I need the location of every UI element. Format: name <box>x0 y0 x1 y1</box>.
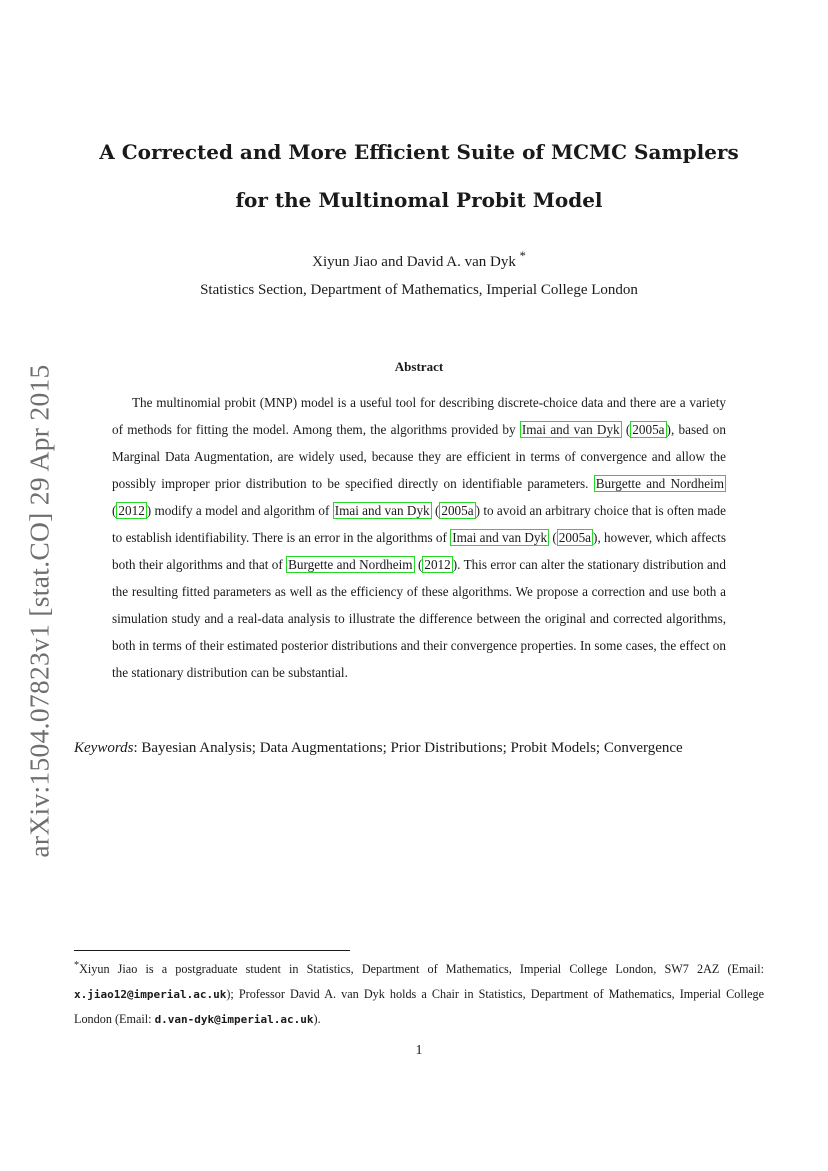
footnote <box>74 953 764 1032</box>
affiliation: Statistics Section, Department of Mathematics, Imperial College London <box>200 282 638 298</box>
keywords <box>74 740 764 757</box>
citation-year-link[interactable]: 2012 <box>118 503 145 518</box>
abstract-text: . This error can alter the stationary distribution and the resulting fitted parameters as well as the efficiency of these algorithms. We propose a correction and use both a simulation study and a real-data analysis to illustrate the difference between the original and corrected algorithms, both in terms of their estimated posterior distributions and their convergence properties. In some cases, the effect on the stationary distribution can be substantial. <box>112 557 726 680</box>
citation-link[interactable]: Burgette and Nordheim <box>288 557 413 572</box>
author-names: Xiyun Jiao and David A. van Dyk <box>312 254 520 270</box>
citation-year-link[interactable]: 2012 <box>424 557 451 572</box>
citation-link[interactable]: Imai and van Dyk <box>452 530 548 545</box>
citation-link[interactable]: Imai and van Dyk <box>334 503 430 518</box>
footnote-mark: * <box>74 960 80 971</box>
abstract-text: to avoid an arbitrary choice that is often made to establish identifiability. There is an error in the algorithms of <box>112 503 726 545</box>
footnote-divider <box>74 950 350 951</box>
abstract-text: modify a model and algorithm of <box>151 503 333 518</box>
citation-link[interactable]: Burgette and Nordheim <box>595 476 725 491</box>
footnote-text: Xiyun Jiao is a postgraduate student in Statistics, Department of Mathematics, Imperial College London, SW7 2AZ (Email: <box>79 962 764 977</box>
paper-title-line-2: for the Multinomal Probit Model <box>235 188 603 212</box>
keywords-list: : Bayesian Analysis; Data Augmentations; Prior Distributions; Probit Models; Convergence <box>133 740 683 756</box>
email-link[interactable]: x.jiao12@imperial.ac.uk <box>74 988 227 1002</box>
abstract-text: , based on Marginal Data Augmentation, are widely used, because they are efficient in terms of convergence and allow the possibly improper prior distribution to be specified directly on identifiable parameters. <box>112 422 726 491</box>
abstract-heading: Abstract <box>394 359 444 374</box>
author-footnote-mark[interactable]: * <box>519 249 526 263</box>
footnote-text: ); Professor David A. van Dyk holds a Chair in Statistics, Department of Mathematics, Imperial College London (Email: <box>74 987 764 1027</box>
citation-year-link[interactable]: 2005a <box>558 530 592 545</box>
paper-title-line-1: A Corrected and More Efficient Suite of MCMC Samplers <box>99 140 739 164</box>
citation-year-link[interactable]: 2005a <box>441 503 474 518</box>
page-number: 1 <box>415 1043 423 1058</box>
abstract-body: The multinomial probit (MNP) model is a useful tool for describing discrete-choice data and there are a variety of methods for fitting the model. Among them, the algorithms provided by Imai and van Dyk ( 2005a ), based on Marginal Data Augmentation, are widely used, because they are efficient in terms of convergence and allow the possibly improper prior distribution to be specified directly on identifiable parameters. Burgette and Nordheim ( 2012 ) modify a model and algorithm of Imai and van Dyk ( 2005a ) to avoid an arbitrary choice that is often made to establish identifiability. There is an error in the algorithms of Imai and van Dyk ( 2005a ), however, which affects both their algorithms and that of Burgette and Nordheim ( 2012 ). This error can alter the stationary distribution and the resulting fitted parameters as well as the efficiency of these algorithms. We propose a correction and use both a simulation study and a real-data analysis to illustrate the difference between the original and corrected algorithms, both in terms of their estimated posterior distributions and their convergence properties. In some cases, the effect on the stationary distribution can be substantial. <box>112 395 726 680</box>
abstract-text: The multinomial probit (MNP) model is a useful tool for describing discrete-choice data and there are a variety of methods for fitting the model. Among them, the algorithms provided by <box>112 395 726 437</box>
email-link[interactable]: d.van-dyk@imperial.ac.uk <box>154 1013 314 1027</box>
abstract-text: , however, which affects both their algorithms and that of <box>112 530 726 572</box>
arxiv-stamp <box>18 356 62 866</box>
arxiv-stamp-text: arXiv:1504.07823v1 [stat.CO] 29 Apr 2015 <box>24 364 55 858</box>
footnote-text: ). <box>313 1012 321 1027</box>
citation-link[interactable]: Imai and van Dyk <box>521 422 620 437</box>
citation-year-link[interactable]: 2005a <box>632 422 665 437</box>
keywords-label: Keywords <box>74 740 134 756</box>
authors <box>60 249 778 271</box>
